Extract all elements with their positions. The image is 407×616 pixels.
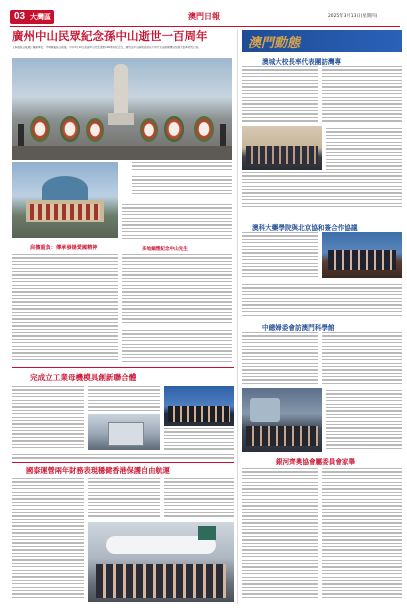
subhead-main: 多地緬懷紀念中山先生 [142, 247, 188, 252]
headline-article4: 澳科大藥學院與北京協和簽合作協議 [252, 224, 358, 232]
wreath-left-3 [86, 118, 104, 142]
headline-article8: 銀河齊奧協會屬委員會家舉 [276, 458, 356, 466]
headline-article3: 澳城大校長率代表團訪灣專 [262, 58, 342, 66]
issue-date: 2025年3月13日(星期四) [328, 14, 378, 19]
article6-body-right [164, 428, 234, 452]
statue [114, 64, 128, 116]
section-divider-1 [12, 367, 234, 368]
article7-body-mid [88, 478, 160, 520]
article4-body-2 [242, 284, 402, 318]
column-divider [237, 30, 238, 604]
article5-body-right [322, 332, 402, 386]
crew-group [96, 564, 226, 598]
article6-body-left [12, 386, 84, 450]
aircraft-tail [198, 526, 216, 540]
article5-body-3 [326, 390, 402, 452]
article3-body-3 [326, 128, 402, 172]
headline-article5: 中總婦委會訪澳門科學館 [262, 324, 335, 332]
wreath-left-2 [60, 116, 80, 142]
statue-base [108, 113, 134, 125]
article3-body-right [322, 66, 402, 124]
section-name: 大灣區 [30, 13, 51, 21]
header-rule [10, 26, 400, 27]
main-story-body-3 [122, 330, 232, 364]
aircraft-photo [88, 522, 234, 602]
lead-paragraph: 【本報綜合報道】據新華社、羊城晚報綜合報道，今年3月12日是孫中山先生逝世100周年紀念日，廣州及中山兩地民眾以不同方式追思緬懷這位偉大的革命先行者。 [12, 46, 201, 49]
headline-article6: 完成立工業母機模具創新聯合體 [30, 373, 137, 382]
headline-article2: 肩擔重負：傳承發揚愛國精神 [30, 245, 98, 251]
signing-photo [322, 232, 402, 278]
ceremony-photo [12, 58, 232, 160]
body-text-right [132, 176, 232, 200]
machinery-photo [88, 414, 160, 450]
article7-body-left [12, 478, 84, 602]
museum-visitors [246, 426, 318, 446]
group-people [246, 146, 318, 164]
article3-body-left [242, 66, 318, 124]
alliance-photo [164, 386, 234, 426]
headline-main: 廣州中山民眾紀念孫中山逝世一百周年 [12, 29, 208, 43]
alliance-group [168, 406, 230, 422]
article7-body-right [164, 478, 234, 520]
article8-body-right [322, 468, 402, 602]
hall-dome [42, 176, 88, 202]
delegation-photo [242, 126, 322, 170]
page-header [10, 10, 400, 24]
memorial-hall-photo [12, 162, 118, 238]
masthead: 澳門日報 [188, 11, 220, 21]
wreath-right-2 [164, 116, 184, 142]
caption-lines [132, 162, 232, 174]
article6-body-mid [88, 386, 160, 412]
article6-body-bottom [12, 454, 234, 462]
page-number: 03 [14, 11, 26, 22]
museum-exhibit [250, 398, 280, 422]
article3-body-4 [242, 172, 402, 212]
article2-body [12, 254, 118, 364]
wreath-left-1 [30, 116, 50, 142]
article5-body-left [242, 332, 318, 386]
main-story-body-2 [122, 254, 232, 326]
main-story-body [122, 204, 232, 242]
wreath-right-1 [140, 118, 158, 142]
article4-body-left [242, 232, 318, 282]
signing-people [328, 250, 396, 270]
ground [12, 146, 232, 160]
article8-body-left [242, 468, 318, 602]
hall-columns [30, 204, 100, 220]
science-museum-photo [242, 388, 322, 452]
sidebar-banner-title: 澳門動態 [248, 36, 301, 51]
wreath-right-3 [194, 116, 214, 142]
machine-tool [108, 422, 144, 446]
headline-article7: 國泰運營兩年財務表現穩健香港保護自由航運 [26, 466, 170, 475]
sidebar-banner [242, 30, 402, 52]
section-divider-2 [12, 462, 234, 463]
